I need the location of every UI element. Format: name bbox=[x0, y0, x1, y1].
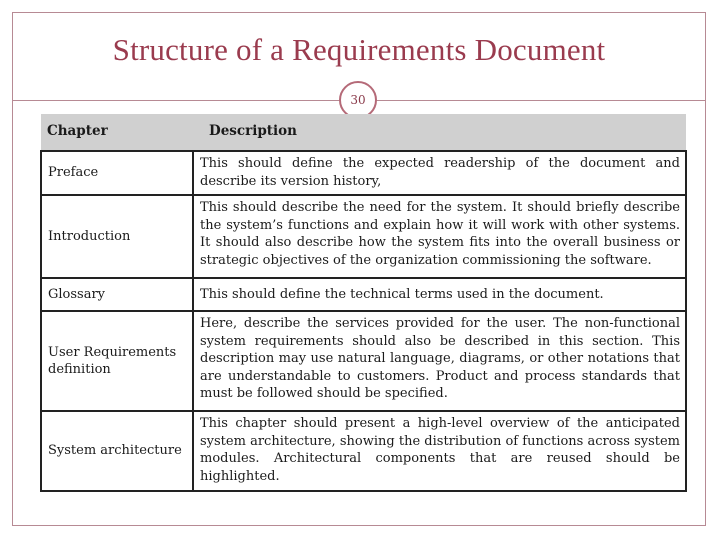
table-row bbox=[41, 278, 686, 311]
row-chapter: Preface bbox=[41, 151, 193, 195]
header-chapter: Chapter bbox=[41, 114, 193, 151]
table-header-row bbox=[41, 114, 686, 151]
page-number-badge: 30 bbox=[339, 81, 377, 119]
row-description: This should define the technical terms used in the document. bbox=[193, 278, 686, 311]
slide-title: Structure of a Requirements Document bbox=[112, 32, 606, 67]
row-description: This chapter should present a high-level overview of the anticipated system architecture, showing the distribution of functions across system modules. Architectural components that are reused should be highlighted. bbox=[193, 411, 686, 491]
row-chapter: Glossary bbox=[41, 278, 193, 311]
table-row bbox=[41, 411, 686, 491]
row-description: This should describe the need for the system. It should briefly describe the system’s functions and explain how it will work with other systems. It should also describe how the system fits into the overall business or strategic objectives of the organization commissioning the software. bbox=[193, 195, 686, 278]
header-description: Description bbox=[193, 114, 686, 151]
row-chapter: System architecture bbox=[41, 411, 193, 491]
table-row bbox=[41, 311, 686, 411]
row-description: Here, describe the services provided for the user. The non-functional system requirements should also be described in this section. This description may use natural language, diagrams, or other notations that are understandable to customers. Product and process standards that must be followed should be specified. bbox=[193, 311, 686, 411]
row-chapter: User Requirements definition bbox=[41, 311, 193, 411]
row-description: This should define the expected readership of the document and describe its version history, bbox=[193, 151, 686, 195]
row-chapter: Introduction bbox=[41, 195, 193, 278]
table-row bbox=[41, 195, 686, 278]
table-row bbox=[41, 151, 686, 195]
requirements-table bbox=[40, 114, 687, 492]
